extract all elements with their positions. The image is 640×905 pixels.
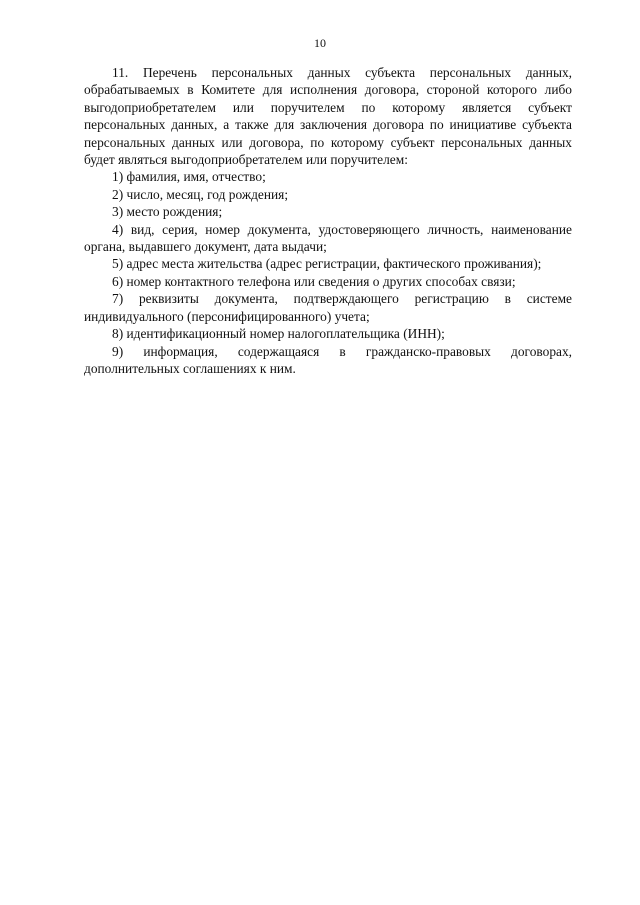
list-item: 5) адрес места жительства (адрес регистрации, фактического проживания);	[112, 256, 542, 272]
list-item: 4) вид, серия, номер документа, удостоверяющего личность, наименование органа, выдавшего документ, дата выдачи;	[84, 221, 572, 255]
document-body	[84, 64, 572, 377]
list-item: 1) фамилия, имя, отчество;	[112, 169, 266, 185]
list-item: 7) реквизиты документа, подтверждающего регистрацию в системе индивидуального (персонифицированного) учета;	[84, 291, 572, 324]
list-item: 2) число, месяц, год рождения;	[112, 186, 289, 202]
list-item: 6) номер контактного телефона или сведения о других способах связи;	[112, 273, 516, 289]
list-item: 3) место рождения;	[112, 204, 223, 220]
list-item: 8) идентификационный номер налогоплательщика (ИНН);	[112, 326, 445, 342]
section-paragraph: 11. Перечень персональных данных субъекта персональных данных, обрабатываемых в Комитете для исполнения договора, стороной которого либо выгодоприобретателем или поручителем по которому является субъект персональных данных, а также для заключения договора по инициативе субъекта персональных данных или договора, по которому субъект персональных данных будет являться выгодоприобретателем или поручителем:	[84, 65, 572, 168]
page-number: 10	[314, 36, 326, 50]
list-item: 9) информация, содержащаяся в гражданско-правовых договорах, дополнительных соглашениях к ним.	[84, 343, 572, 376]
